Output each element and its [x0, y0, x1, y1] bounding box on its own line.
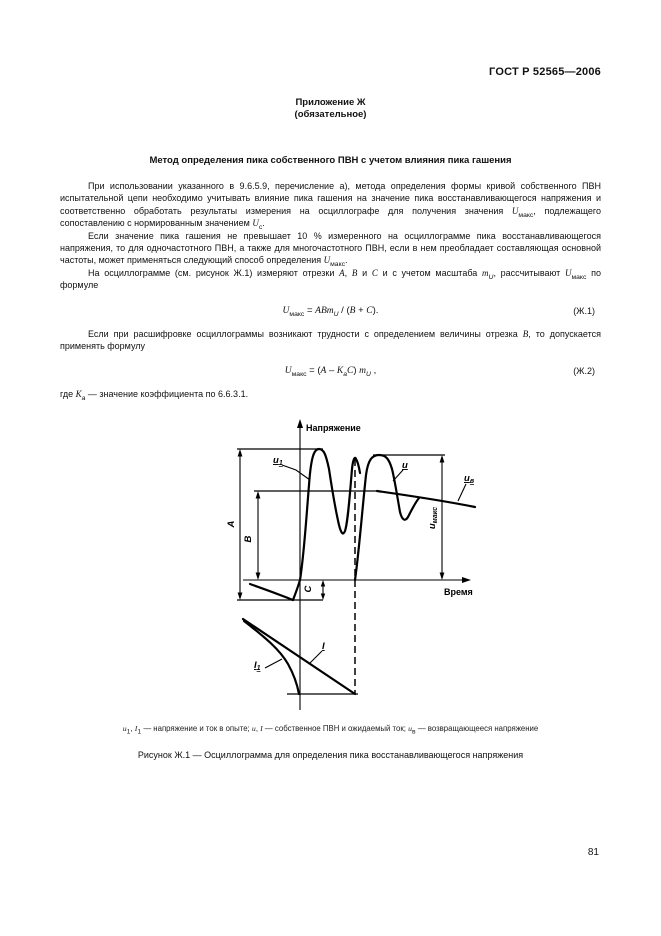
i-leader-line	[309, 651, 322, 664]
dimension-umax-arrow-top-icon	[440, 455, 445, 463]
u1-curve-label: $u_1$	[273, 454, 283, 467]
formula-zh1-body: $U_{макс} = ABm_U / (В + С)$.	[282, 304, 379, 318]
formula-zh2-number: (Ж.2)	[573, 366, 595, 377]
appendix-heading	[60, 97, 601, 121]
ub-curve	[377, 491, 475, 507]
dimension-a-arrow-top-icon	[238, 449, 243, 457]
i1-leader-line	[265, 659, 282, 668]
paragraph-3: На осциллограмме (см. рисунок Ж.1) измеряют отрезки А, В и С и с учетом масштаба $m_U$, рассчитывают $U_{макс}$ по формуле	[60, 267, 601, 291]
dimension-b-label: B	[243, 535, 254, 543]
arc-voltage-curve	[250, 584, 293, 600]
dimension-umax-arrow-bottom-icon	[440, 572, 445, 580]
dimension-umax-label: $u_{макс}$	[427, 506, 439, 530]
i1-curve-label: $I_1$	[254, 659, 261, 672]
appendix-subtitle: (обязательное)	[294, 109, 367, 120]
figure-caption: Рисунок Ж.1 — Осциллограмма для определения пика восстанавливающегося напряжения	[137, 749, 524, 760]
time-axis-arrow-icon	[462, 577, 471, 583]
u-curve	[355, 455, 419, 580]
page-number: 81	[587, 847, 599, 858]
formula-zh1-number: (Ж.1)	[573, 305, 595, 316]
ub-curve-label: $u_в$	[464, 472, 475, 485]
figure-zh1	[170, 417, 511, 722]
paragraph-5: где $К_а$ — значение коэффициента по 6.6.3.1.	[60, 389, 249, 403]
oscillogram-figure	[170, 417, 511, 717]
i-curve-label: I	[322, 640, 325, 652]
paragraph-4: Если при расшифровке осциллограммы возникают трудности с определением величины отрезка В, то допускается применять формулу	[60, 328, 601, 352]
formula-zh2	[60, 365, 601, 379]
formula-zh2-body: $U_{макс} = (А - К_аС)$ $m_U$ ,	[284, 365, 377, 379]
dimension-c-label: C	[303, 585, 314, 593]
dimension-b-arrow-bottom-icon	[256, 572, 261, 580]
u-curve-label: u	[402, 459, 408, 471]
page-content	[60, 0, 601, 760]
dimension-b-arrow-top-icon	[256, 491, 261, 499]
figure-legend: $u_1$, $I_1$ — напряжение и ток в опыте; u, I — собственное ПВН и ожидаемый ток; $u_в$ — возвращающееся напряжение	[122, 723, 539, 736]
time-axis-label: Время	[444, 586, 473, 597]
i-curve	[243, 619, 355, 694]
dimension-a-arrow-bottom-icon	[238, 592, 243, 600]
dimension-c-arrow-bottom-icon	[321, 593, 325, 600]
ub-leader-line	[458, 484, 466, 501]
paragraph-2: Если значение пика гашения не превышает 10 % измеренного на осциллограмме пика восстанавливающегося напряжения, то для одночастотного ПВН, а также для многочастотного ПВН, если в нем преобладает составляющая основной частоты, может применяться следующий способ определения $U_{макс}$.	[60, 230, 601, 269]
appendix-title: Приложение Ж	[295, 97, 366, 108]
u1-leader-line	[282, 465, 310, 480]
section-title: Метод определения пика собственного ПВН с учетом влияния пика гашения	[149, 155, 512, 166]
dimension-a-label: A	[226, 520, 237, 528]
voltage-axis-arrow-icon	[297, 419, 303, 428]
dimension-c-arrow-top-icon	[321, 580, 325, 587]
voltage-axis-label: Напряжение	[306, 422, 361, 433]
paragraph-1: При использовании указанного в 9.6.5.9, перечисление а), метода определения формы кривой собственного ПВН испытательной цепи необходимо учитывать влияние пика гашения на значение пика восстанавливающегося напряжения и соответственно обработать результаты измерения на осциллографе для получения значения $U_{макс}$, подлежащего сопоставлению с нормированным значением $U_с$.	[60, 181, 602, 232]
u1-curve	[293, 449, 360, 600]
formula-zh1	[60, 305, 601, 316]
i1-curve	[244, 621, 299, 694]
document-header: ГОСТ Р 52565—2006	[489, 66, 601, 78]
